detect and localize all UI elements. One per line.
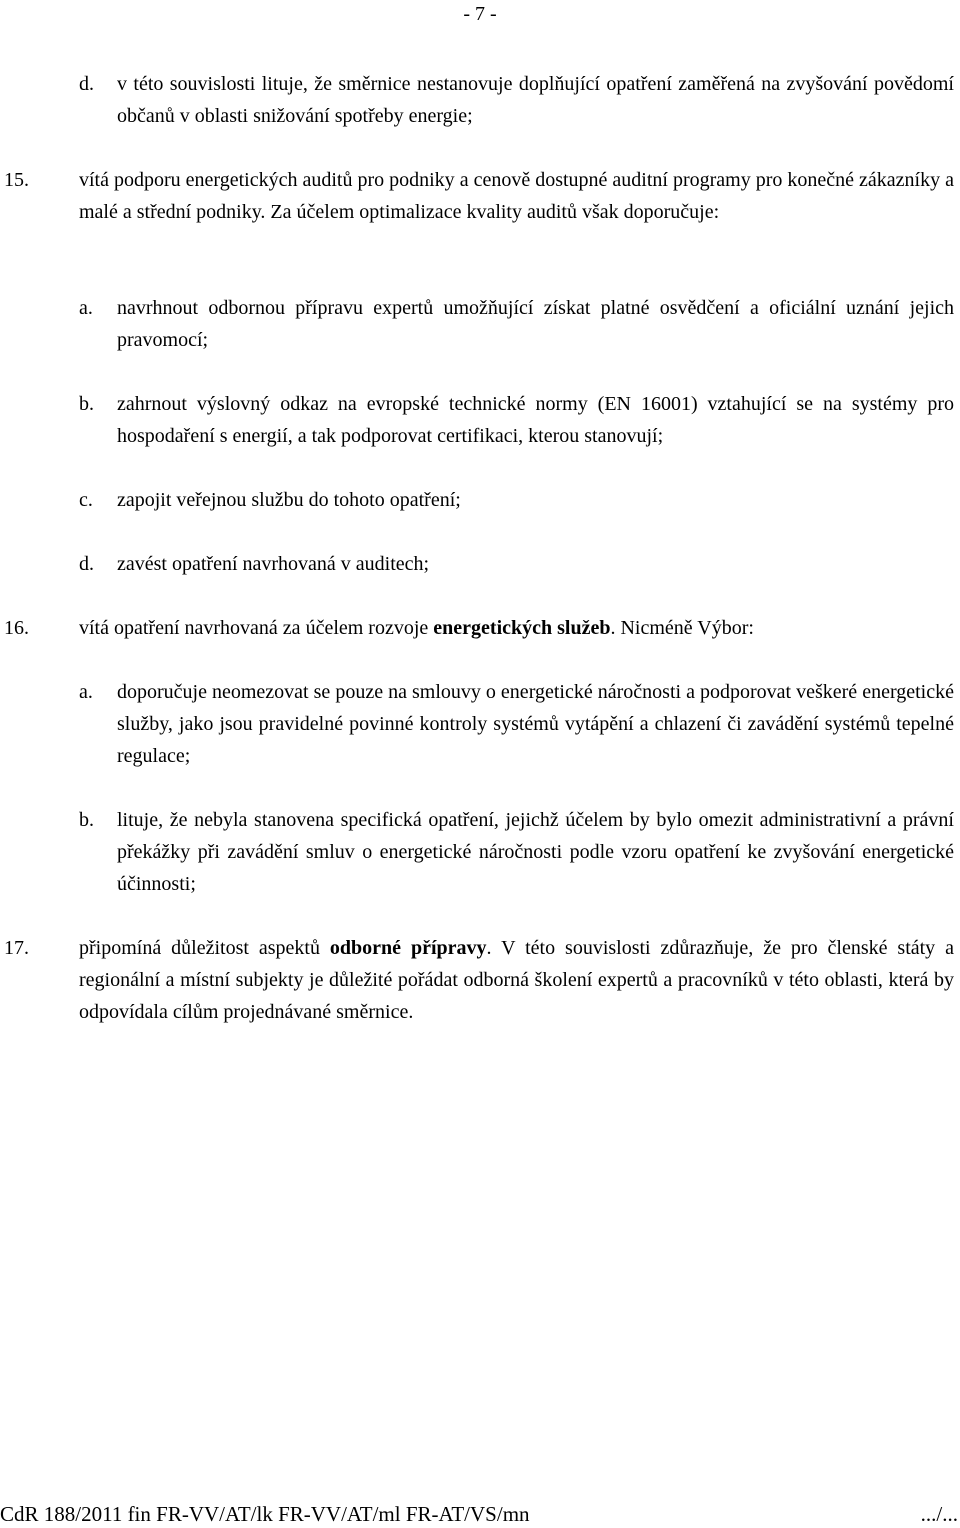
- item-text: zahrnout výslovný odkaz na evropské technické normy (EN 16001) vztahující se na systémy pro hospodaření s energií, a tak podporovat certifikaci, kterou stanovují;: [117, 393, 954, 447]
- page-footer: [0, 1500, 960, 1528]
- list-item: [79, 292, 954, 356]
- list-item: [79, 68, 954, 132]
- item-bold-term: energetických služeb: [433, 617, 611, 639]
- item-text: [79, 612, 954, 644]
- item-marker: a.: [79, 297, 93, 319]
- item-marker: d.: [79, 73, 94, 95]
- list-item: [4, 164, 954, 228]
- item-marker: b.: [79, 809, 94, 831]
- item-text: vítá podporu energetických auditů pro podniky a cenově dostupné auditní programy pro konečné zákazníky a malé a střední podniky. Za účelem optimalizace kvality auditů však doporučuje:: [79, 169, 954, 223]
- list-item: [79, 804, 954, 900]
- list-item: [79, 484, 954, 516]
- item-marker: b.: [79, 393, 94, 415]
- document-reference: CdR 188/2011 fin FR-VV/AT/lk FR-VV/AT/ml FR-AT/VS/mn: [0, 1502, 530, 1526]
- continuation-mark: .../...: [920, 1502, 958, 1526]
- item-marker: 17.: [4, 937, 29, 959]
- item-text: [79, 932, 954, 1028]
- item-bold-term: odborné přípravy: [329, 937, 487, 959]
- item-text: zavést opatření navrhovaná v auditech;: [117, 553, 430, 575]
- item-text: lituje, že nebyla stanovena specifická opatření, jejichž účelem by bylo omezit administrativní a právní překážky při zavádění smluv o energetické náročnosti podle vzoru opatření ke zvyšování energetické účinnosti;: [117, 809, 954, 895]
- item-text-part: . Nicméně Výbor:: [610, 617, 754, 639]
- list-item: [79, 388, 954, 452]
- item-text-part: . V této souvislosti zdůrazňuje, že pro členské státy a regionální a místní subjekty je důležité pořádat odborná školení expertů a pracovníků v této oblasti, která by odpovídala cílům projednávané směrnice.: [79, 937, 954, 1023]
- page-number: - 7 -: [463, 3, 497, 25]
- list-item: [4, 612, 954, 644]
- item-marker: c.: [79, 489, 93, 511]
- item-marker: d.: [79, 553, 94, 575]
- item-marker: 15.: [4, 169, 29, 191]
- list-item: [79, 548, 954, 580]
- item-text: navrhnout odbornou přípravu expertů umožňující získat platné osvědčení a oficiální uznání jejich pravomocí;: [117, 297, 954, 351]
- item-text: doporučuje neomezovat se pouze na smlouvy o energetické náročnosti a podporovat veškeré energetické služby, jako jsou pravidelné povinné kontroly systémů vytápění a chlazení či zavádění systémů tepelné regulace;: [117, 681, 954, 767]
- item-text: zapojit veřejnou službu do tohoto opatření;: [117, 489, 461, 511]
- list-item: [79, 676, 954, 772]
- list-item: [4, 932, 954, 1028]
- item-marker: 16.: [4, 617, 29, 639]
- item-marker: a.: [79, 681, 93, 703]
- item-text: v této souvislosti lituje, že směrnice nestanovuje doplňující opatření zaměřená na zvyšování povědomí občanů v oblasti snižování spotřeby energie;: [117, 73, 954, 127]
- item-text-part: vítá opatření navrhovaná za účelem rozvoje: [79, 617, 434, 639]
- item-text-part: připomíná důležitost aspektů: [79, 937, 330, 959]
